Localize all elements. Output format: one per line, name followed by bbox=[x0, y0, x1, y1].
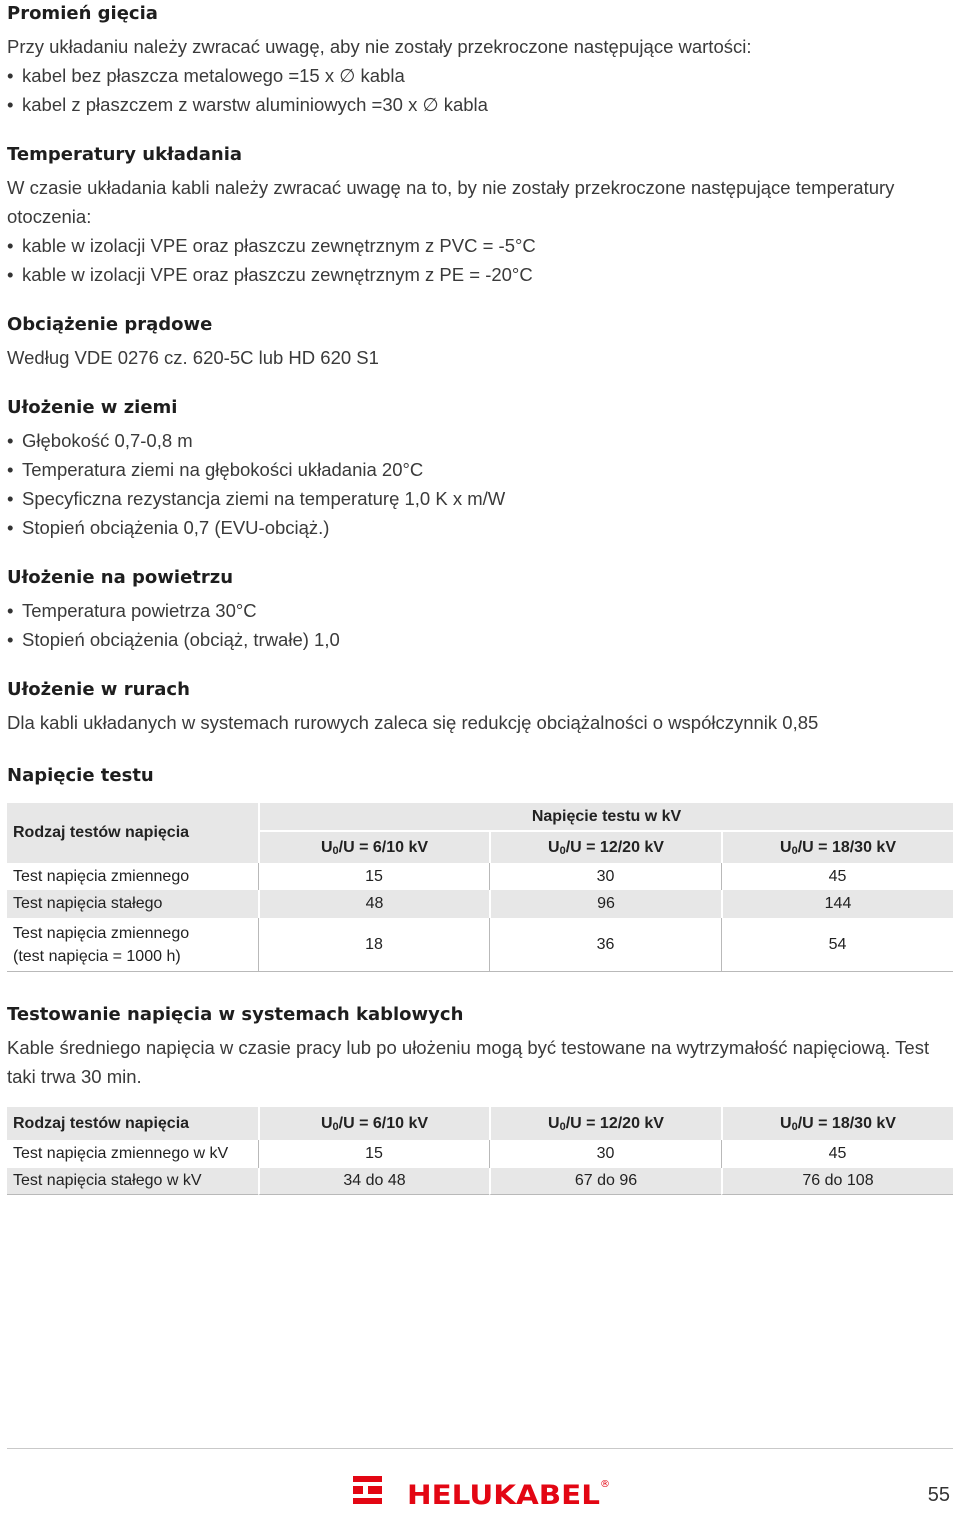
table-cell-label bbox=[7, 918, 258, 972]
section-title: Testowanie napięcia w systemach kablowych bbox=[7, 1004, 464, 1025]
bullet-list bbox=[7, 426, 505, 542]
list-item: • kabel z płaszczem z warstw aluminiowych =30 x ∅ kabla bbox=[7, 90, 752, 119]
list-item: • Temperatura ziemi na głębokości układania 20°C bbox=[7, 455, 505, 484]
list-item: • kabel bez płaszcza metalowego =15 x ∅ kabla bbox=[7, 61, 752, 90]
helukabel-logo bbox=[353, 1474, 609, 1508]
logo-mark-icon bbox=[353, 1474, 609, 1508]
table-cell: 36 bbox=[489, 918, 721, 972]
table-row-header: Rodzaj testów napięcia bbox=[7, 1107, 258, 1140]
section-title: Ułożenie na powietrzu bbox=[7, 567, 234, 588]
table-row bbox=[7, 1140, 953, 1168]
registered-mark: ® bbox=[600, 1479, 609, 1490]
list-item: • kable w izolacji VPE oraz płaszczu zewnętrznym z PVC = -5°C bbox=[7, 231, 953, 260]
table-cell-label: Test napięcia stałego bbox=[7, 890, 258, 918]
table-cell: 76 do 108 bbox=[721, 1168, 953, 1195]
section-cable-system-testing bbox=[7, 1003, 953, 1091]
label-line: (test napięcia = 1000 h) bbox=[13, 947, 181, 965]
section-bending-radius bbox=[7, 2, 752, 119]
table-row bbox=[7, 918, 953, 972]
list-item: • Stopień obciążenia (obciąż, trwałe) 1,0 bbox=[7, 625, 340, 654]
table-column-header: $U_0/U = 18/30$ kV bbox=[721, 832, 953, 863]
bullet-list bbox=[7, 231, 953, 289]
table-cell: 45 bbox=[721, 1140, 953, 1168]
table-row bbox=[7, 890, 953, 918]
logo-wordmark: HELUKABEL bbox=[407, 1480, 600, 1508]
section-title: Obciążenie prądowe bbox=[7, 314, 213, 335]
table-group-header: Napięcie testu w kV bbox=[258, 803, 953, 832]
table-cell-label: Test napięcia zmiennego w kV bbox=[13, 1145, 229, 1162]
bullet-list bbox=[7, 596, 340, 654]
table-cell: 54 bbox=[721, 918, 953, 972]
section-intro: Przy układaniu należy zwracać uwagę, aby nie zostały przekroczone następujące wartości: bbox=[7, 36, 752, 57]
table-cell: 15 bbox=[258, 1140, 489, 1168]
list-item: • Specyficzna rezystancja ziemi na temperaturę 1,0 K x m/W bbox=[7, 484, 505, 513]
page-number: 55 bbox=[927, 1484, 950, 1506]
table-cell: 144 bbox=[721, 890, 953, 918]
table-row-header: Rodzaj testów napięcia bbox=[7, 803, 258, 863]
table-row bbox=[7, 863, 953, 890]
table-cell: 67 do 96 bbox=[489, 1168, 721, 1195]
section-current-load bbox=[7, 313, 379, 372]
table-column-header: $U_0/U = 6/10$ kV bbox=[258, 832, 489, 863]
table-cell: 48 bbox=[258, 890, 489, 918]
system-test-table bbox=[7, 1107, 953, 1195]
table-cell: 30 bbox=[489, 863, 721, 890]
table-cell: 15 bbox=[258, 863, 489, 890]
section-title: Ułożenie w rurach bbox=[7, 679, 190, 700]
table-column-header: $U_0/U = 12/20$ kV bbox=[489, 832, 721, 863]
section-in-ground bbox=[7, 396, 505, 542]
table-header-row bbox=[7, 1107, 953, 1140]
list-item: • Stopień obciążenia 0,7 (EVU-obciąż.) bbox=[7, 513, 505, 542]
section-title: Promień gięcia bbox=[7, 3, 158, 24]
section-text: Kable średniego napięcia w czasie pracy lub po ułożeniu mogą być testowane na wytrzymałość napięciową. Test taki trwa 30 min. bbox=[7, 1037, 930, 1087]
table-column-header: $U_0/U = 12/20$ kV bbox=[489, 1107, 721, 1140]
section-laying-temperature bbox=[7, 143, 953, 289]
label-line: Test napięcia zmiennego bbox=[13, 924, 190, 942]
table-row bbox=[7, 1168, 953, 1195]
section-test-voltage bbox=[7, 764, 154, 788]
section-title: Temperatury układania bbox=[7, 144, 243, 165]
section-in-pipes bbox=[7, 678, 818, 737]
footer-divider bbox=[7, 1448, 953, 1449]
table-column-header: $U_0/U = 18/30$ kV bbox=[721, 1107, 953, 1140]
bullet-list bbox=[7, 61, 752, 119]
section-text: Według VDE 0276 cz. 620-5C lub HD 620 S1 bbox=[7, 347, 379, 368]
table-cell-label: Test napięcia zmiennego bbox=[13, 867, 190, 885]
table-cell: 96 bbox=[489, 890, 721, 918]
table-cell-label: Test napięcia stałego w kV bbox=[7, 1168, 258, 1195]
section-text: Dla kabli układanych w systemach rurowych zaleca się redukcję obciążalności o współczynnik 0,85 bbox=[7, 712, 819, 733]
list-item: • Temperatura powietrza 30°C bbox=[7, 596, 340, 625]
test-voltage-table bbox=[7, 803, 953, 972]
table-cell: 34 do 48 bbox=[258, 1168, 489, 1195]
section-in-air bbox=[7, 566, 340, 654]
section-intro: W czasie układania kabli należy zwracać uwagę na to, by nie zostały przekroczone następujące temperatury otoczenia: bbox=[7, 177, 895, 227]
table-column-header: $U_0/U = 6/10$ kV bbox=[258, 1107, 489, 1140]
table-cell: 45 bbox=[721, 863, 953, 890]
section-title: Ułożenie w ziemi bbox=[7, 397, 178, 418]
section-title: Napięcie testu bbox=[7, 765, 154, 786]
table-cell: 18 bbox=[258, 918, 489, 972]
list-item: • kable w izolacji VPE oraz płaszczu zewnętrznym z PE = -20°C bbox=[7, 260, 953, 289]
table-cell: 30 bbox=[489, 1140, 721, 1168]
list-item: • Głębokość 0,7-0,8 m bbox=[7, 426, 505, 455]
